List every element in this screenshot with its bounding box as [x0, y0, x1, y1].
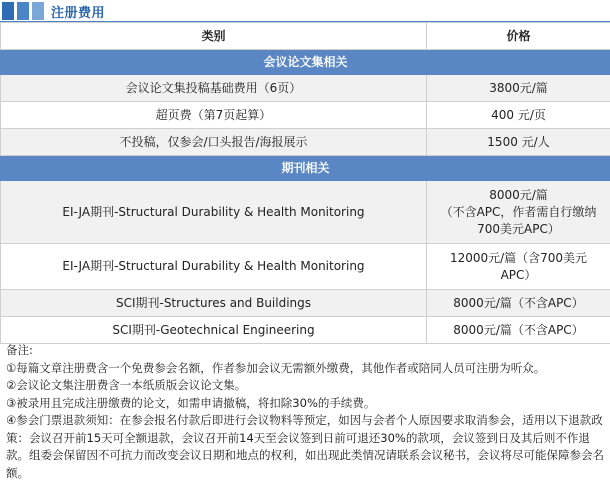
column-header-price: 价格 — [427, 23, 610, 50]
category-cell: 不投稿，仅参会/口头报告/海报展示 — [1, 129, 427, 156]
section-row — [1, 156, 610, 181]
decor-block — [17, 2, 29, 20]
category-cell: SCI期刊-Geotechnical Engineering — [1, 317, 427, 344]
notes-title: 备注: — [6, 343, 33, 357]
category-cell: SCI期刊-Structures and Buildings — [1, 290, 427, 317]
fee-table — [0, 22, 610, 344]
category-cell: EI-JA期刊-Structural Durability & Health Monitoring — [1, 181, 427, 244]
price-cell: 8000元/篇（不含APC） — [427, 290, 610, 317]
price-cell: 3800元/篇 — [427, 75, 610, 102]
table-row — [1, 102, 610, 129]
note-item: ④参会门票退款须知：在参会报名付款后即进行会议物料等预定，如因与会者个人原因要求取消参会，适用以下退款政策：会议召开前15天可全额退款，会议召开前14天至会议签到日前可退还30%的款项，会议签到日及其后则不作退款。组委会保留因不可抗力而改变会议日期和地点的权利，如出现此类情况请联系会议秘书，会议将尽可能保障参会名额。 — [6, 413, 604, 480]
section-row — [1, 50, 610, 75]
decor-block — [2, 2, 14, 20]
note-item: ①每篇文章注册费含一个免费参会名额，作者参加会议无需额外缴费，其他作者或陪同人员可注册为听众。 — [6, 360, 546, 375]
table-row — [1, 317, 610, 344]
table-row — [1, 129, 610, 156]
section-header — [0, 0, 610, 22]
table-row — [1, 181, 610, 244]
price-line: APC） — [500, 267, 537, 282]
table-row — [1, 244, 610, 290]
column-header-category: 类别 — [1, 23, 427, 50]
decor-block — [32, 2, 44, 20]
price-cell: 1500 元/人 — [427, 129, 610, 156]
table-row — [1, 75, 610, 102]
table-row — [1, 290, 610, 317]
category-cell: 超页费（第7页起算） — [1, 102, 427, 129]
note-item: ②会议论文集注册费含一本纸质版会议论文集。 — [6, 378, 247, 392]
price-cell — [427, 244, 610, 290]
header-decoration — [2, 0, 47, 22]
section-title-journals: 期刊相关 — [1, 156, 610, 181]
category-cell: EI-JA期刊-Structural Durability & Health Monitoring — [1, 244, 427, 290]
section-title: 注册费用 — [51, 5, 106, 21]
category-cell: 会议论文集投稿基础费用（6页） — [1, 75, 427, 102]
price-cell: 400 元/页 — [427, 102, 610, 129]
price-line: 700美元APC） — [477, 221, 560, 236]
price-cell: 8000元/篇（不含APC） — [427, 317, 610, 344]
price-line: 12000元/篇（含700美元 — [449, 250, 588, 265]
price-line: （不含APC，作者需自行缴纳 — [440, 204, 597, 219]
notes-block — [6, 342, 606, 482]
section-title-proceedings: 会议论文集相关 — [1, 50, 610, 75]
note-item: ③被录用且完成注册缴费的论文，如需申请撤稿，将扣除30%的手续费。 — [6, 395, 376, 410]
price-line: 8000元/篇 — [489, 187, 548, 202]
table-header-row — [1, 23, 610, 50]
price-cell — [427, 181, 610, 244]
